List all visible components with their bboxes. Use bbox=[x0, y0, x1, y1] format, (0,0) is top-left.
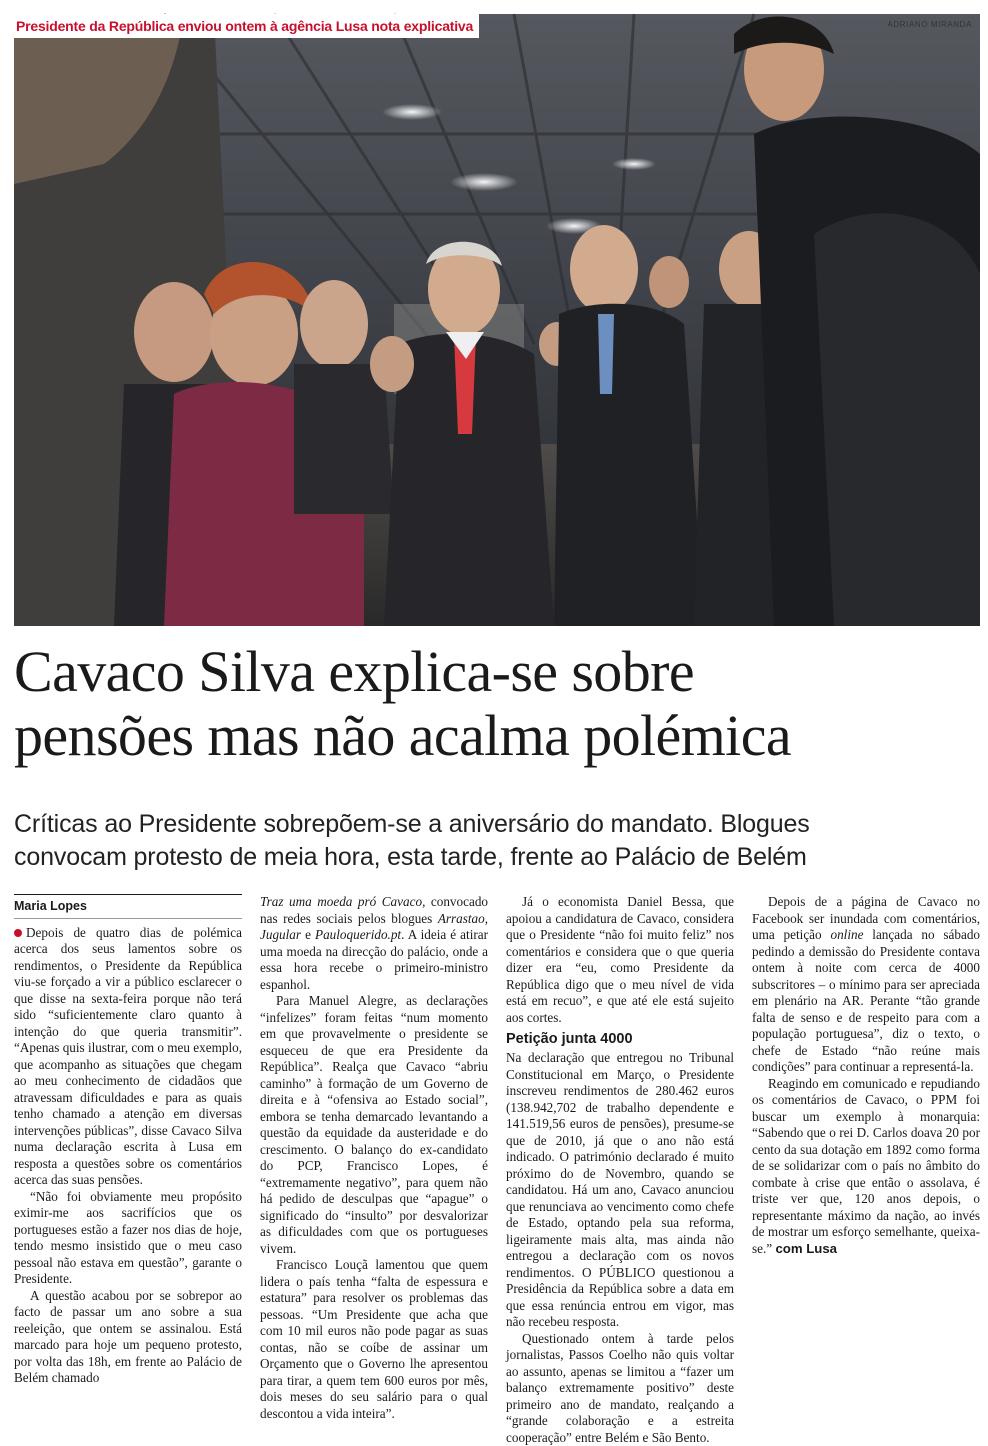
crowd-photo-illustration bbox=[14, 14, 980, 626]
paragraph-2: “Não foi obviamente meu propósito eximir-me aos sacrifícios que os portugueses estão a fazer nos dias de hoje, tendo mesmo insistido que o meu caso pessoal não estava em questão”, garante o Presidente. bbox=[14, 1189, 242, 1288]
column-2 bbox=[260, 894, 488, 1416]
paragraph-8: Na declaração que entregou no Tribunal Constitucional em Março, o Presidente inscreveu rendimentos de 280.462 euros (138.942,702 de trabalho dependente e 141.519,56 euros de pensões), presume-se que de 2010, já que o ano não está indicado. O património declarado é muito próximo do de Novembro, quando se candidatou. Há um ano, Cavaco anunciou que renunciava ao vencimento como chefe de Estado, optando pela sua reforma, ligeiramente mais alta, mas ainda não entregou a declaração com os novos rendimentos. O PÚBLICO questionou a Presidência da República sobre a data em que essa renúncia entrou em vigor, mas não recebeu resposta. bbox=[506, 1050, 734, 1331]
section-heading: Petição junta 4000 bbox=[506, 1030, 734, 1048]
paragraph-7: Já o economista Daniel Bessa, que apoiou a candidatura de Cavaco, considera que o Presidente “não foi muito feliz” nos comentários e considera que o que queria dizer era “eu, como Presidente da República digo que o meu nível de vida está em recuo”, e que até ele está sujeito aos cortes. bbox=[506, 894, 734, 1026]
paragraph-10: Depois de a página de Cavaco no Facebook ser inundada com comentários, uma petição online lançada no sábado pedindo a demissão do Presidente contava ontem à noite com cerca de 4000 subscritores – o mínimo para ser apreciada em plenário na AR. Perante “tão grande falta de senso e de respeito para com a população portuguesa”, diz o texto, o chefe de Estado “não reúne mais condições” para continuar a representá-la. bbox=[752, 894, 980, 1076]
news-photo bbox=[14, 14, 980, 626]
column-1 bbox=[14, 894, 242, 1416]
byline: Maria Lopes bbox=[14, 894, 242, 919]
subheadline bbox=[14, 808, 978, 874]
paragraph-1: Depois de quatro dias de polémica acerca dos seus lamentos sobre os rendimentos, o Presidente da República viu-se forçado a vir a público esclarecer o que disse na sexta-feira porque não terá sido “suficientemente claro quanto à intenção do que queria transmitir”. “Apenas quis ilustrar, com o meu exemplo, que acompanho as situações que chegam ao meu conhecimento de cidadãos que atravessam dificuldades e para as quais tenho chamado a atenção em diversas intervenções públicas”, disse Cavaco Silva numa declaração escrita à Lusa em resposta a questões sobre os comentários acerca das suas pensões. bbox=[14, 925, 242, 1189]
paragraph-3: A questão acabou por se sobrepor ao facto de passar um ano sobre a sua reeleição, que ontem se assinalou. Está marcado para hoje um pequeno protesto, por volta das 18h, em frente ao Palácio de Belém chamado bbox=[14, 1288, 242, 1387]
column-3 bbox=[506, 894, 734, 1416]
photo-kicker: Presidente da República enviou ontem à agência Lusa nota explicativa bbox=[14, 14, 479, 38]
protest-name: Traz uma moeda pró Cavaco bbox=[260, 894, 422, 909]
headline-line-1: Cavaco Silva explica-se sobre bbox=[14, 640, 978, 704]
paragraph-11: Reagindo em comunicado e repudiando os comentários de Cavaco, o PPM foi buscar um exemplo à monarquia: “Sabendo que o rei D. Carlos doava 20 por cento da sua dotação em 1892 como forma de se solidarizar com o país no âmbito do combate à crise que então o assolava, é triste ver que, 120 anos depois, o representante máximo da nação, ao invés de mostrar um esforço semelhante, queixa-se.” com Lusa bbox=[752, 1076, 980, 1258]
subheadline-line-2: convocam protesto de meia hora, esta tarde, frente ao Palácio de Belém bbox=[14, 841, 978, 874]
article-body bbox=[14, 894, 980, 1416]
paragraph-5: Para Manuel Alegre, as declarações “infelizes” foram feitas “num momento em que provavelmente o presidente se esqueceu de que era Presidente da República”. Realça que Cavaco “abriu caminho” à formação de um Governo de direita e à “ofensiva ao Estado social”, embora se tenha demarcado levantando a questão da equidade da austeridade e do crescimento. O balanço do ex-candidato do PCP, Francisco Lopes, é “extremamente negativo”, para quem não há pedido de desculpas que “apague” o significado do “insulto” por desvalorizar as dificuldades com que os portugueses vivem. bbox=[260, 993, 488, 1257]
headline-line-2: pensões mas não acalma polémica bbox=[14, 704, 978, 768]
column-4 bbox=[752, 894, 980, 1416]
paragraph-9: Questionado ontem à tarde pelos jornalistas, Passos Coelho não quis voltar ao assunto, apenas se limitou a “fazer um balanço extremamente positivo” deste primeiro ano de mandato, realçando a “grande colaboração e a estreita cooperação” entre Belém e São Bento. bbox=[506, 1331, 734, 1446]
signoff: com Lusa bbox=[775, 1241, 837, 1256]
photo-credit: ADRIANO MIRANDA bbox=[887, 20, 972, 29]
headline bbox=[14, 640, 978, 768]
subheadline-line-1: Críticas ao Presidente sobrepõem-se a aniversário do mandato. Blogues bbox=[14, 808, 978, 841]
online-word: online bbox=[830, 927, 863, 942]
bullet-dot-icon bbox=[14, 929, 22, 937]
blog-arrastao: Arrastao bbox=[438, 911, 485, 926]
blog-jugular: Jugular bbox=[260, 927, 301, 942]
blog-pauloquerido: Pauloquerido.pt bbox=[315, 927, 401, 942]
paragraph-6: Francisco Louçã lamentou que quem lidera o país tenha “falta de espessura e estatura” para resolver os problemas das pessoas. “Um Presidente que acha que com 10 mil euros não pode pagar as suas contas, não se coíbe de assinar um Orçamento que o Governo lhe apresentou para tirar, a quem tem 600 euros por mês, dois meses do seu salário para o qual descontou a vida inteira”. bbox=[260, 1257, 488, 1422]
paragraph-4: Traz uma moeda pró Cavaco, convocado nas redes sociais pelos blogues Arrastao, Jugular e Pauloquerido.pt. A ideia é atirar uma moeda na direcção do palácio, onde a essa hora recebe o primeiro-ministro espanhol. bbox=[260, 894, 488, 993]
